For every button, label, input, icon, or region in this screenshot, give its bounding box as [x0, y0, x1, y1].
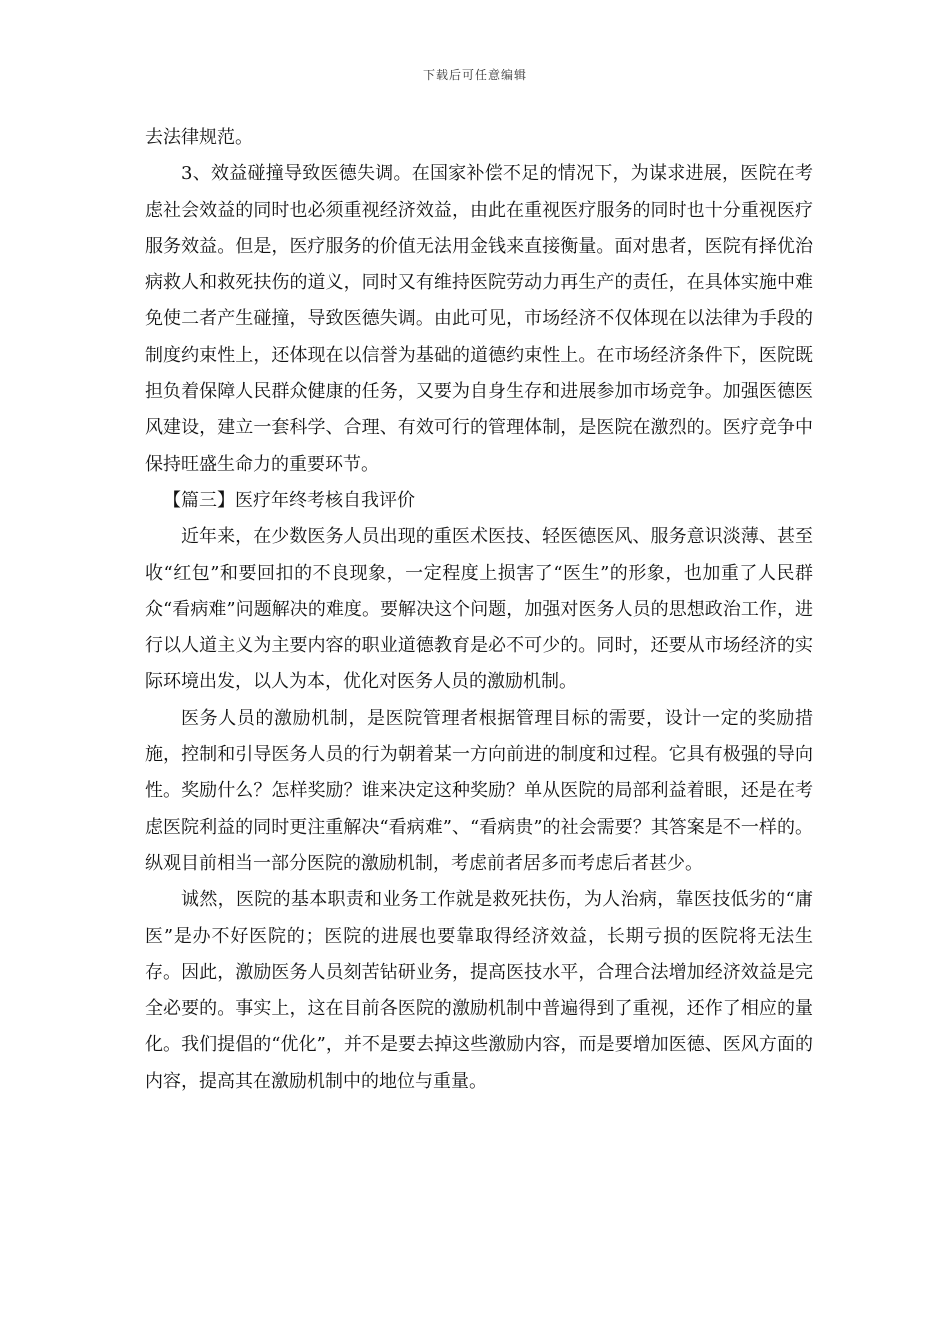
download-note: 下载后可任意编辑 [422, 68, 527, 82]
paragraph-incentive-mechanism: 医务人员的激励机制，是医院管理者根据管理目标的需要，设计一定的奖励措施，控制和引导医务人员的行为朝着某一方向前进的制度和过程。它具有极强的导向性。奖励什么？怎样奖励？谁来决定这种奖励？单从医院的局部利益着眼，还是在考虑医院利益的同时更注重解决“看病难”、“看病贵”的社会需要？其答案是不一样的。纵观目前相当一部分医院的激励机制，考虑前者居多而考虑后者甚少。 [145, 707, 813, 874]
paragraph-basic-duties: 诚然，医院的基本职责和业务工作就是救死扶伤，为人治病，靠医技低劣的“庸医”是办不好医院的；医院的进展也要靠取得经济效益，长期亏损的医院将无法生存。因此，激励医务人员刻苦钻研业务，提高医技水平，合理合法增加经济效益是完全必要的。事实上，这在目前各医院的激励机制中普遍得到了重视，还作了相应的量化。我们提倡的“优化”，并不是要去掉这些激励内容，而是要增加医德、医风方面的内容，提高其在激励机制中的地位与重量。 [145, 889, 813, 1092]
document-body [145, 120, 813, 1100]
paragraph-benefit-conflict: 3、效益碰撞导致医德失调。在国家补偿不足的情况下，为谋求进展，医院在考虑社会效益的同时也必须重视经济效益，由此在重视医疗服务的同时也十分重视医疗服务效益。但是，医疗服务的价值无法用金钱来直接衡量。面对患者，医院有择优治病救人和救死扶伤的道义，同时又有维持医院劳动力再生产的责任，在具体实施中难免使二者产生碰撞，导致医德失调。由此可见，市场经济不仅体现在以法律为手段的制度约束性上，还体现在以信誉为基础的道德约束性上。在市场经济条件下，医院既担负着保障人民群众健康的任务，又要为自身生存和进展参加市场竞争。加强医德医风建设，建立一套科学、合理、有效可行的管理体制，是医院在激烈的。医疗竞争中保持旺盛生命力的重要环节。 [145, 163, 813, 475]
paragraph-recent-years: 近年来，在少数医务人员出现的重医术医技、轻医德医风、服务意识淡薄、甚至收“红包”和要回扣的不良现象，一定程度上损害了“医生”的形象，也加重了人民群众“看病难”问题解决的难度。要解决这个问题，加强对医务人员的思想政治工作，进行以人道主义为主要内容的职业道德教育是必不可少的。同时，还要从市场经济的实际环境出发，以人为本，优化对医务人员的激励机制。 [145, 526, 813, 693]
paragraph-continuation: 去法律规范。 [145, 127, 253, 148]
section-heading: 【篇三】医疗年终考核自我评价 [163, 489, 415, 511]
